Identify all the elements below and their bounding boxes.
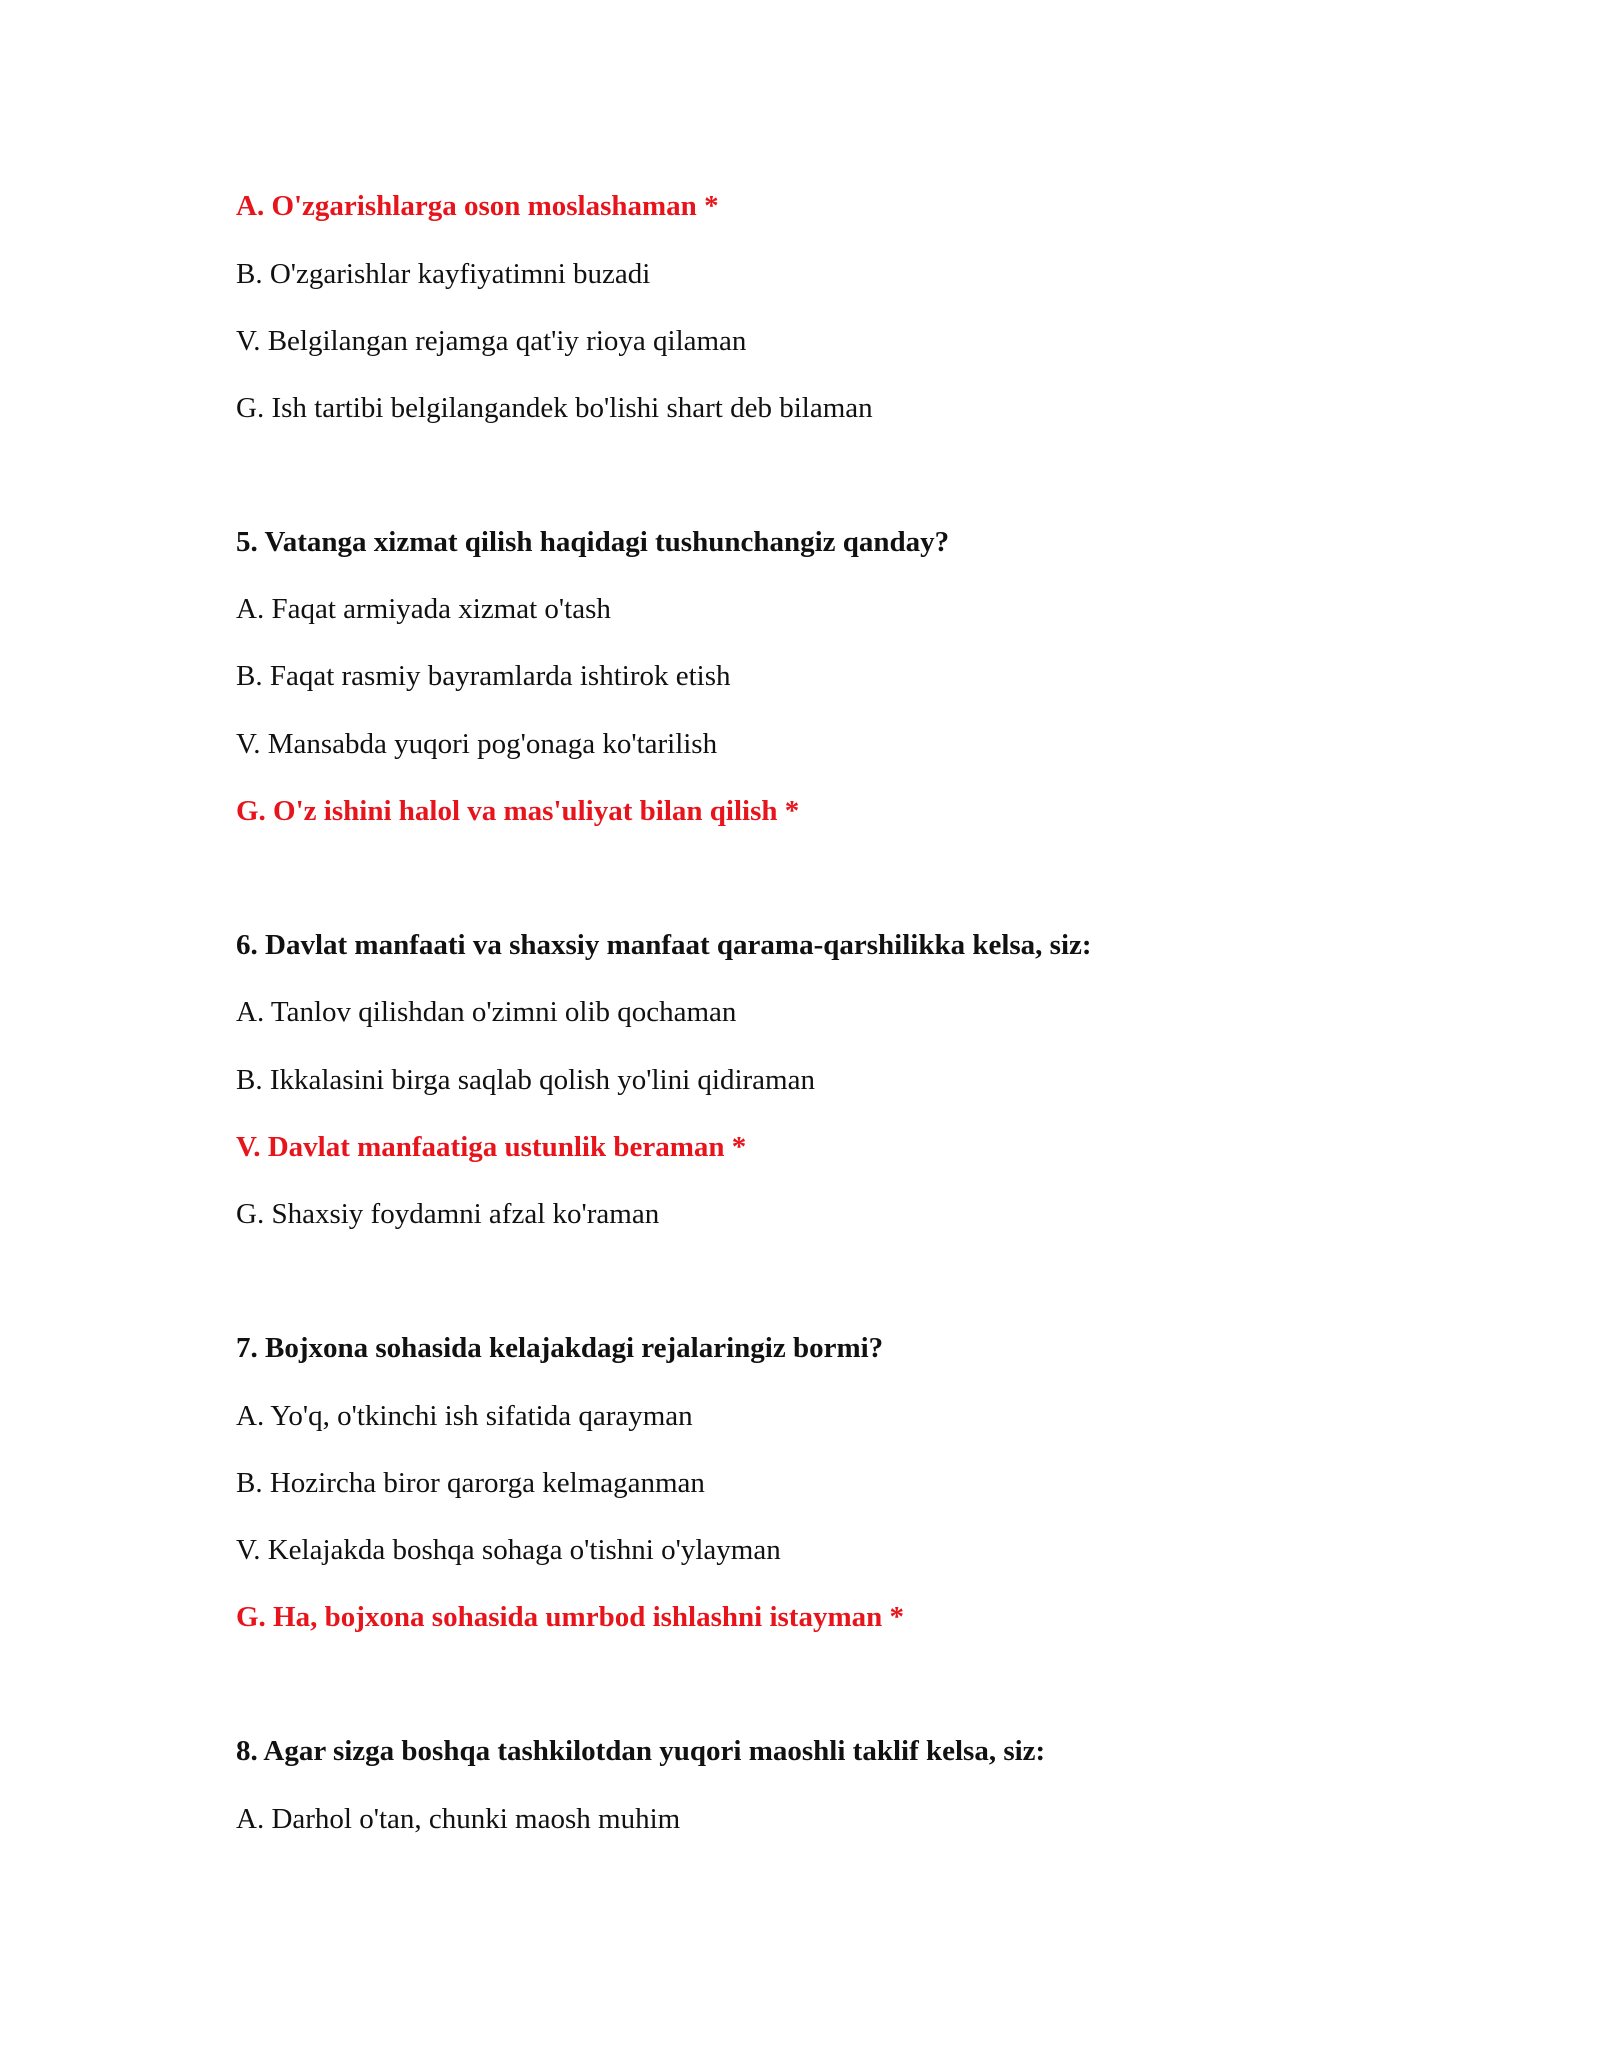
question-title: 8. Agar sizga boshqa tashkilotdan yuqori maoshli taklif kelsa, siz: [236, 1735, 1046, 1767]
answer-option: A. Tanlov qilishdan o'zimni olib qochaman [236, 996, 737, 1028]
answer-option-correct: V. Davlat manfaatiga ustunlik beraman * [236, 1131, 747, 1163]
answer-option: V. Belgilangan rejamga qat'iy rioya qilaman [236, 325, 747, 357]
question-title: 5. Vatanga xizmat qilish haqidagi tushunchangiz qanday? [236, 526, 950, 558]
answer-option: G. Shaxsiy foydamni afzal ko'raman [236, 1198, 660, 1230]
answer-option: V. Kelajakda boshqa sohaga o'tishni o'ylayman [236, 1534, 781, 1566]
answer-option: B. O'zgarishlar kayfiyatimni buzadi [236, 258, 651, 290]
answer-option: G. Ish tartibi belgilangandek bo'lishi shart deb bilaman [236, 392, 873, 424]
answer-option: A. Faqat armiyada xizmat o'tash [236, 593, 611, 625]
answer-option: B. Ikkalasini birga saqlab qolish yo'lini qidiraman [236, 1064, 815, 1096]
answer-option-correct: G. Ha, bojxona sohasida umrbod ishlashni istayman * [236, 1601, 904, 1633]
answer-option-correct: G. O'z ishini halol va mas'uliyat bilan qilish * [236, 795, 800, 827]
question-title: 6. Davlat manfaati va shaxsiy manfaat qarama-qarshilikka kelsa, siz: [236, 929, 1092, 961]
answer-option: A. Darhol o'tan, chunki maosh muhim [236, 1803, 681, 1835]
answer-option: B. Hozircha biror qarorga kelmaganman [236, 1467, 705, 1499]
answer-option: V. Mansabda yuqori pog'onaga ko'tarilish [236, 728, 718, 760]
answer-option: B. Faqat rasmiy bayramlarda ishtirok etish [236, 660, 731, 692]
answer-option: A. Yo'q, o'tkinchi ish sifatida qarayman [236, 1400, 693, 1432]
question-title: 7. Bojxona sohasida kelajakdagi rejalaringiz bormi? [236, 1332, 884, 1364]
answer-option-correct: A. O'zgarishlarga oson moslashaman * [236, 190, 719, 222]
